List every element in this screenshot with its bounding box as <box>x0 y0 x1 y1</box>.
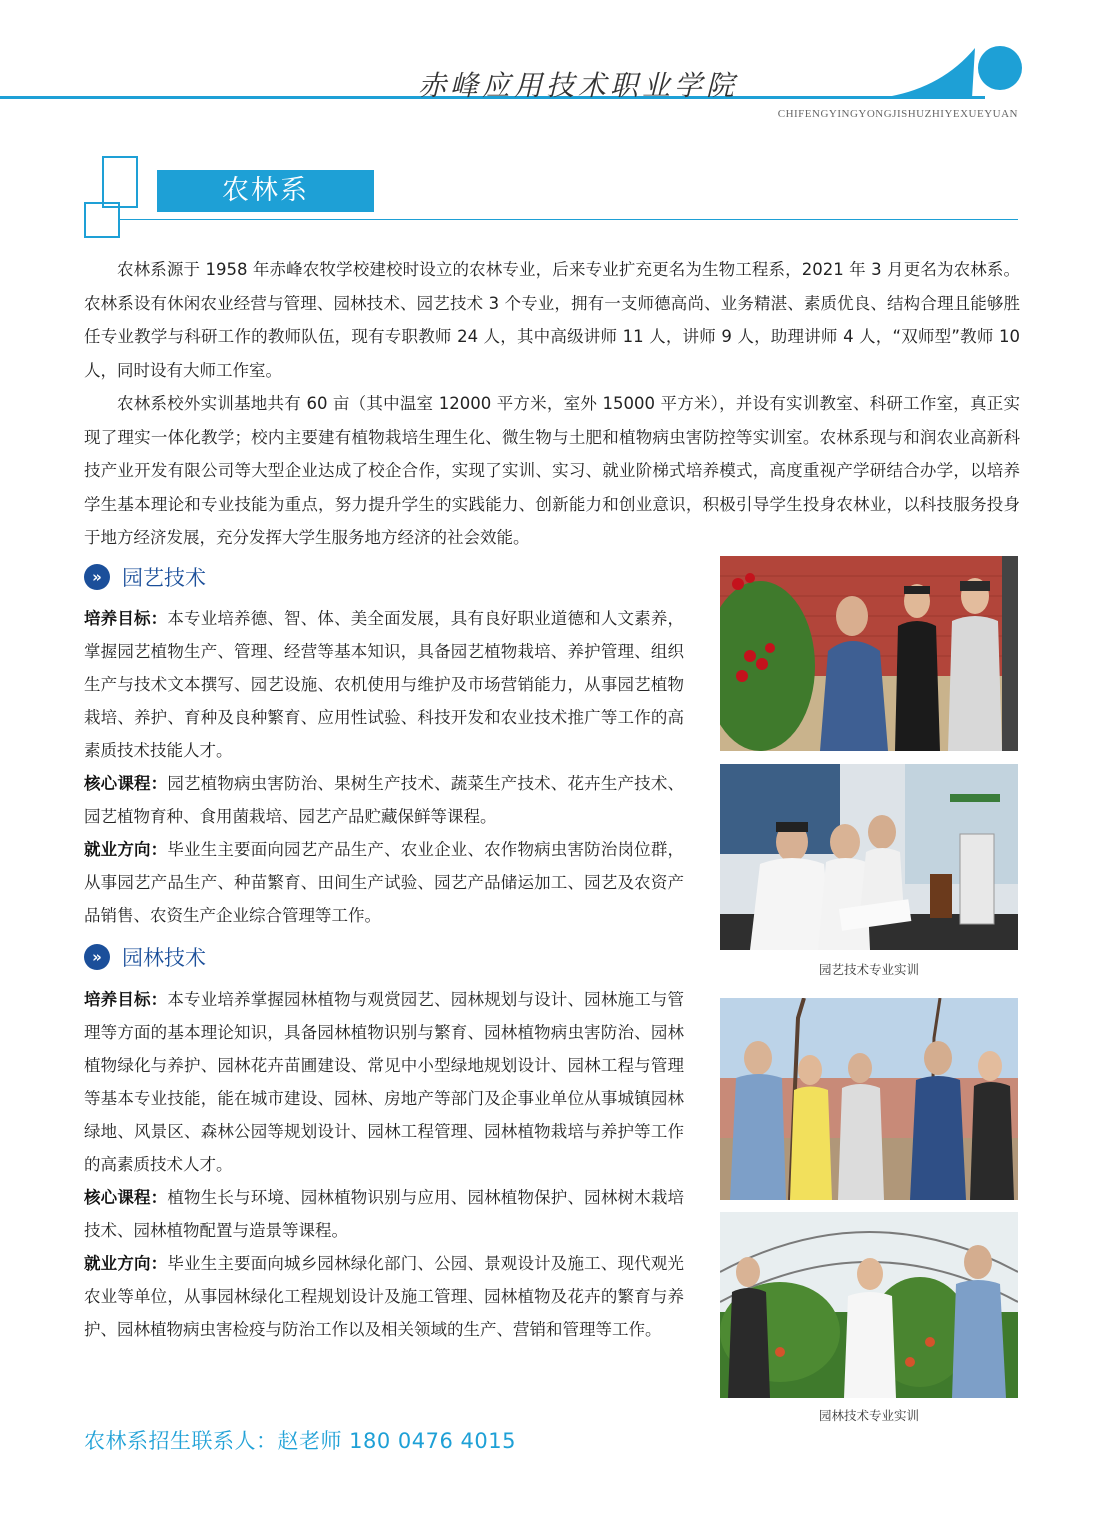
goal-label: 培养目标： <box>84 609 168 628</box>
course-label: 核心课程： <box>84 1188 168 1207</box>
landscape-course <box>84 1181 684 1247</box>
intro-text <box>84 253 1020 555</box>
school-pinyin: CHIFENGYINGYONGJISHUZHIYEXUEYUAN <box>777 108 1018 120</box>
job-text: 毕业生主要面向城乡园林绿化部门、公园、景观设计及施工、现代观光农业等单位，从事园林绿化工程规划设计及施工管理、园林植物及花卉的繁育与养护、园林植物病虫害检疫与防治工作以及相关领域的生产、营销和管理等工作。 <box>84 1254 685 1339</box>
course-text: 园艺植物病虫害防治、果树生产技术、蔬菜生产技术、花卉生产技术、园艺植物育种、食用菌栽培、园艺产品贮藏保鲜等课程。 <box>84 774 685 826</box>
goal-label: 培养目标： <box>84 990 168 1009</box>
horticulture-job <box>84 833 684 932</box>
photo-orchard-cherries <box>720 556 1018 751</box>
job-text: 毕业生主要面向园艺产品生产、农业企业、农作物病虫害防治岗位群，从事园艺产品生产、种苗繁育、田间生产试验、园艺产品储运加工、园艺及农资产品销售、农资生产企业综合管理等工作。 <box>84 840 685 925</box>
horticulture-course <box>84 767 684 833</box>
school-name-logo: 赤峰应用技术职业学院 <box>418 69 739 102</box>
photo-greenhouse <box>720 1212 1018 1398</box>
horticulture-photo-caption: 园艺技术专业实训 <box>818 962 919 977</box>
horticulture-goal <box>84 602 684 767</box>
double-chevron-icon: » <box>84 944 110 970</box>
photo-laboratory <box>720 764 1018 950</box>
photo-tree-pruning <box>720 998 1018 1200</box>
landscape-photo-caption: 园林技术专业实训 <box>818 1408 919 1423</box>
double-chevron-icon: » <box>84 564 110 590</box>
job-label: 就业方向： <box>84 840 168 859</box>
course-label: 核心课程： <box>84 774 168 793</box>
goal-text: 本专业培养德、智、体、美全面发展，具有良好职业道德和人文素养，掌握园艺植物生产、管理、经营等基本知识，具备园艺植物栽培、养护管理、组织生产与技术文本撰写、园艺设施、农机使用与维护及市场营销能力，从事园艺植物栽培、养护、育种及良种繁育、应用性试验、科技开发和农业技术推广等工作的高素质技术技能人才。 <box>84 609 685 760</box>
school-emblem-icon <box>880 40 1040 102</box>
landscape-heading <box>84 942 206 972</box>
title-decoration-small <box>84 202 120 238</box>
horticulture-body <box>84 602 684 932</box>
job-label: 就业方向： <box>84 1254 168 1273</box>
landscape-heading-text: 园林技术 <box>122 946 206 970</box>
horticulture-heading <box>84 562 206 592</box>
goal-text: 本专业培养掌握园林植物与观赏园艺、园林规划与设计、园林施工与管理等方面的基本理论知识，具备园林植物识别与繁育、园林植物病虫害防治、园林植物绿化与养护、园林花卉苗圃建设、常见中小型绿地规划设计、园林工程与管理等基本专业技能，能在城市建设、园林、房地产等部门及企事业单位从事城镇园林绿地、风景区、森林公园等规划设计、园林工程管理、园林植物栽培与养护等工作的高素质技术人才。 <box>84 990 685 1174</box>
landscape-goal <box>84 983 684 1181</box>
section-title: 农林系 <box>157 170 374 212</box>
landscape-body <box>84 983 684 1346</box>
course-text: 植物生长与环境、园林植物识别与应用、园林植物保护、园林树木栽培技术、园林植物配置与造景等课程。 <box>84 1188 685 1240</box>
horticulture-heading-text: 园艺技术 <box>122 566 206 590</box>
intro-paragraph-1: 农林系源于 1958 年赤峰农牧学校建校时设立的农林专业，后来专业扩充更名为生物工程系，2021 年 3 月更名为农林系。农林系设有休闲农业经营与管理、园林技术、园艺技术 3 个专业，拥有一支师德高尚、业务精湛、素质优良、结构合理且能够胜任专业教学与科研工作的教师队伍，现有专职教师 24 人，其中高级讲师 11 人，讲师 9 人，助理讲师 4 人，“双师型”教师 10 人，同时设有大师工作室。 <box>84 260 1020 380</box>
landscape-job <box>84 1247 684 1346</box>
admission-contact: 农林系招生联系人：赵老师 180 0476 4015 <box>84 1429 516 1453</box>
title-decoration <box>102 156 138 208</box>
intro-paragraph-2: 农林系校外实训基地共有 60 亩（其中温室 12000 平方米，室外 15000 平方米），并设有实训教室、科研工作室，真正实现了理实一体化教学；校内主要建有植物栽培生理生化、微生物与土肥和植物病虫害防控等实训室。农林系现与和润农业高新科技产业开发有限公司等大型企业达成了校企合作，实现了实训、实习、就业阶梯式培养模式，高度重视产学研结合办学，以培养学生基本理论和专业技能为重点，努力提升学生的实践能力、创新能力和创业意识，积极引导学生投身农林业，以科技服务投身于地方经济发展，充分发挥大学生服务地方经济的社会效能。 <box>84 394 1020 547</box>
title-rule <box>120 219 1018 220</box>
